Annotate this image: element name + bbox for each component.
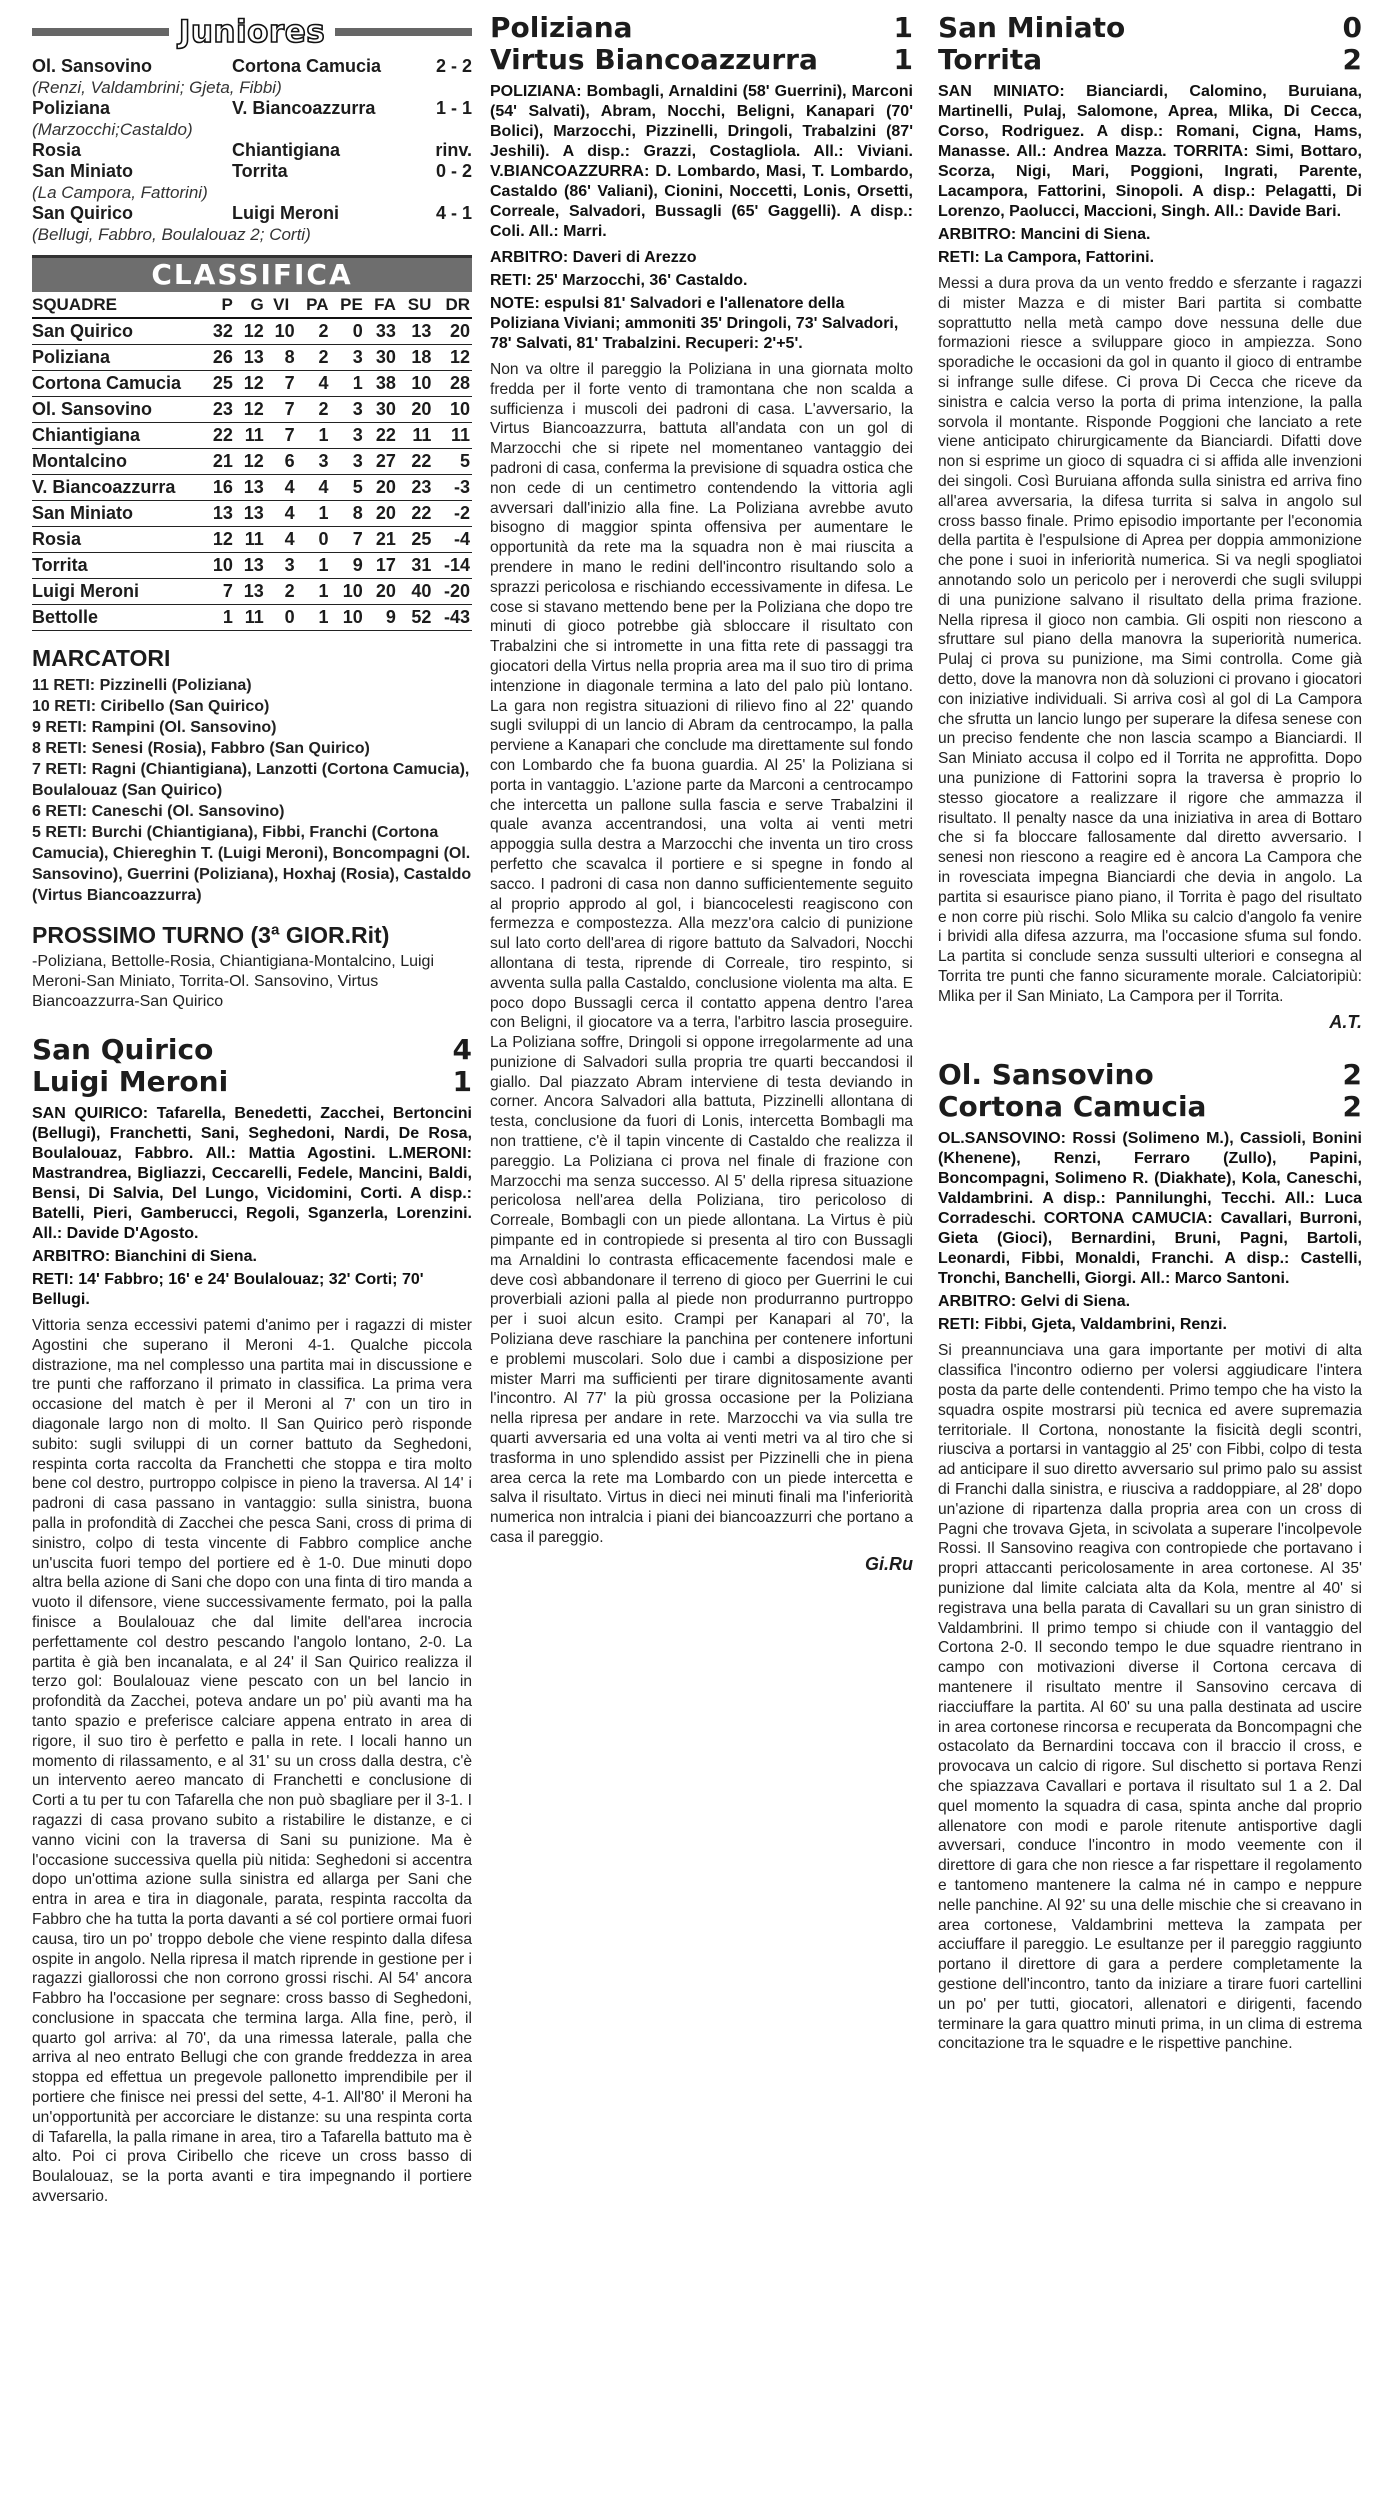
scorer-line: 6 RETI: Caneschi (Ol. Sansovino) [32, 803, 285, 820]
stat-cell: 20 [365, 475, 398, 501]
stat-cell: 11 [398, 423, 434, 449]
stat-cell: 1 [297, 423, 331, 449]
stat-cell: 0 [266, 605, 297, 631]
stat-cell: -43 [433, 605, 472, 631]
match-notes: NOTE: espulsi 81' Salvadori e l'allenatore della Poliziana Viviani; ammoniti 35' Dringoli, 73' Salvadori, 78' Salvati, 81' Trabalzini. Recuperi: 2'+5'. [490, 295, 899, 352]
col-header: SU [398, 292, 434, 318]
team-name: Montalcino [32, 449, 204, 475]
match-ol-sansovino [938, 1059, 1362, 2054]
match-goals: RETI: 25' Marzocchi, 36' Castaldo. [490, 272, 748, 289]
result-row [32, 140, 472, 161]
stat-cell: 20 [365, 579, 398, 605]
stat-cell: 7 [331, 527, 365, 553]
stat-cell: 25 [204, 371, 235, 397]
stat-cell: 9 [365, 605, 398, 631]
stat-cell: -3 [433, 475, 472, 501]
stat-cell: 1 [297, 579, 331, 605]
stat-cell: 40 [398, 579, 434, 605]
stat-cell: 4 [266, 501, 297, 527]
stat-cell: 16 [204, 475, 235, 501]
stat-cell: 12 [235, 318, 266, 345]
stat-cell: 10 [331, 579, 365, 605]
home-team: Ol. Sansovino [32, 56, 153, 76]
stat-cell: 13 [235, 475, 266, 501]
stat-cell: 13 [235, 579, 266, 605]
stat-cell: 12 [235, 449, 266, 475]
scorer-line: 10 RETI: Ciribello (San Quirico) [32, 698, 270, 715]
stat-cell: -14 [433, 553, 472, 579]
result-score: 4 - 1 [435, 203, 472, 223]
match-lineup: POLIZIANA: Bombagli, Arnaldini (58' Guerrini), Marconi (54' Salvati), Abram, Nocchi, Beligni, Kanapari (70' Bolici), Marzocchi, Pizzinelli, Dringoli, Trabalzini (87' Jeshili). A disp.: Grazzi, Costagliola. All.: Viviani. V.BIANCOAZZURRA: D. Lombardo, Masi, T. Lombardo, Castaldo (86' Valiani), Cionini, Noccetti, Lonis, Orsetti, Correale, Salvadori, Bussagli (65' Gaggelli). A disp.: Coli. All.: Marri. [490, 83, 913, 240]
prossimo-title: PROSSIMO TURNO (3ª GIOR.Rit) [32, 922, 390, 948]
away-team: Torrita [938, 43, 1043, 76]
standings-row [32, 501, 472, 527]
marcatori-title: MARCATORI [32, 645, 171, 671]
stat-cell: 7 [266, 371, 297, 397]
match-report: Vittoria senza eccessivi patemi d'animo per i ragazzi di mister Agostini che superano il Meroni 4-1. Qualche piccola distrazione, ma nel complesso una partita mai in discussione e tre punti che rafforzano il primato in classifica. La prima vera occasione del match è per il Meroni al 7' con un tiro in diagonale largo non di molto. Il San Quirico però risponde subito: sugli sviluppi di un corner battuto da Seghedoni, respinta corta raccolta da Franchetti che stoppa e tira molto bene col destro, purtroppo colpisce in pieno la traversa. Al 14' i padroni di casa passano in vantaggio: sulla sinistra, buona palla in profondità di Zacchei che pesca Sani, cross di prima di sinistro, colpo di testa vincente di Fabbro complice anche un'uscita fuori tempo del portiere ed è 1-0. Due minuti dopo altra bella azione di Sani che dopo con una finta di tiro manda a vuoto il difensore, viene successivamente fermato, poi la palla finisce a Boulalouaz che dal limite dell'area incrocia perfettamente col destro pescando l'angolo lontano, 2-0. La partita è già ben incanalata, e al 24' il San Quirico realizza il terzo gol: Boulalouaz viene pescato con un bel lancio in profondità da Zacchei, poteva andare un po' più avanti ma ha tanto spazio e preferisce calciare appena entrato in area di rigore, il suo tiro è perfetto e palla in rete. I locali hanno un momento di rilassamento, e al 31' su un cross dalla destra, c'è un intervento aereo mancato di Franchetti e conclusione di Corti a tu per tu con Tafarella che non può sbagliare per il 3-1. I ragazzi di casa provano subito a ristabilire le distanze, e ci vanno vicini con la traversa di Sani su punizione. Ma è l'occasione successiva quella più nitida: Seghedoni si accentra dopo un'ottima azione sulla sinistra ed allarga per Sani che entra in area e tira in diagonale, parata, respinta raccolta da Fabbro che ha tutta la porta davanti a sé col portiere ormai fuori causa, tiro un po' troppo debole che viene respinto dalla difesa ospite in angolo. Nella ripresa il match riprende in gestione per i ragazzi giallorossi che non corrono grossi rischi. Al 54' ancora Fabbro ha l'occasione per segnare: cross basso di Seghedoni, conclusione in spaccata che termina larga. Alla fine, però, il quarto gol arriva: al 70', da una rimessa laterale, palla che arriva al neo entrato Bellugi che con grande freddezza in area stoppa ed effettua un pregevole pallonetto imprendibile per il portiere che finisce nei pressi del sette, 4-1. All'80' il Meroni ha un'opportunità per accorciare le distanze: su una respinta corta di Tafarella, la palla rimane in area, tiro a Tafarella battuto ma è alto. Poi ci prova Ciribello che riceve un cross basso di Boulalouaz, se la porta avanti e tira impegnando il portiere avversario. [32, 1317, 472, 2206]
col-header: SQUADRE [32, 292, 204, 318]
stat-cell: 2 [266, 579, 297, 605]
standings-row [32, 318, 472, 345]
author-signature: Gi.Ru [865, 1553, 913, 1574]
team-name: Rosia [32, 527, 204, 553]
match-header [490, 12, 913, 44]
stat-cell: 13 [235, 553, 266, 579]
stat-cell: 25 [398, 527, 434, 553]
standings-row [32, 527, 472, 553]
result-scorers: (La Campora, Fattorini) [32, 183, 208, 202]
standings-header-row [32, 292, 472, 318]
match-referee: ARBITRO: Mancini di Siena. [938, 226, 1151, 243]
stat-cell: 3 [331, 423, 365, 449]
result-row [32, 98, 472, 119]
away-score: 1 [893, 43, 913, 76]
team-name: Torrita [32, 553, 204, 579]
match-report: Messi a dura prova da un vento freddo e sferzante i ragazzi di mister Mazza e di mister Bari partita si combatte soprattutto nella metà campo dove nessuna delle due formazioni riesce a sviluppare gioco in ampiezza. Sono sporadiche le occasioni da gol in quanto il gioco di entrambe si infrange sulle difese. Ci prova Di Cecca che riceve da sinistra e calcia verso la porta di prima intenzione, la palla sorvola il montante. Risponde Poggioni che lanciato a rete viene anticipato chirurgicamente da Bianciardi. Difatti dove non si esprime un gioco di squadra ci si affida alle invenzioni dei singoli. Così Buruiana affonda sulla sinistra ed arriva fino all'area avversaria, la difesa turrita si salva in angolo sul cross basso finale. Primo episodio importante per l'economia della partita è l'espulsione di Aprea per doppia ammonizione che pone i suoi in inferiorità numerica. Si va negli spogliatoi annotando solo un pericolo per i neroverdi che sugli sviluppi di una punizione salvano il risultato della prima frazione. Nella ripresa il gioco non cambia. Gli ospiti non riescono a sfruttare sul piano della manovra la superiorità numerica. Pulaj ci prova su punizione, ma Simi controlla. Come già detto, dove la manovra non dà soluzioni ci provano i giocatori con iniziative individuali. Si arriva così al gol di La Campora che sfrutta un lancio lungo per superare la difesa senese con un preciso fendente che non lascia scampo a Bianciardi. Il San Miniato accusa il colpo ed il Torrita ne approfitta. Dopo una punizione di Fattorini sopra la traversa è proprio lo stesso giocatore a realizzare il rigore che ammazza il risultato. Il penalty nasce da una iniziativa in area di Bottaro che si fa bloccare fallosamente dal diretto avversario. I senesi non riescono a reagire ed è ancora La Campora che in rovesciata impegna Bianciardi che devia in angolo. La partita si esaurisce piano piano, il Torrita è pago del risultato e non corre più rischi. Solo Mlika su calcio d'angolo fa venire i brividi alla difesa azzurra, ma l'occasione sfuma sul fondo. La partita si conclude senza sussulti ulteriori e consegna al Torrita tre punti che fanno sicuramente morale. Calciatoripiù: Mlika per il San Miniato, La Campora per il Torrita. [938, 275, 1362, 1005]
prossimo-body: -Poliziana, Bettolle-Rosia, Chiantigiana-Montalcino, Luigi Meroni-San Miniato, Torrita-Ol. Sansovino, Virtus Biancoazzurra-San Quirico [32, 953, 434, 1010]
section-title: Juniores [178, 14, 326, 50]
stat-cell: 12 [235, 397, 266, 423]
stat-cell: 28 [433, 371, 472, 397]
away-team: Cortona Camucia [938, 1090, 1207, 1124]
stat-cell: 17 [365, 553, 398, 579]
stat-cell: 12 [235, 371, 266, 397]
team-name: San Miniato [32, 501, 204, 527]
stat-cell: 4 [266, 527, 297, 553]
juniores-header [32, 14, 472, 50]
team-name: Ol. Sansovino [32, 397, 204, 423]
stat-cell: 27 [365, 449, 398, 475]
standings-row [32, 397, 472, 423]
home-score: 0 [1342, 11, 1362, 44]
match-report: Si preannunciava una gara importante per motivi di alta classifica l'incontro odierno per volersi aggiudicare l'intera posta da parte delle contendenti. Primo tempo che ha visto la squadra ospite mostrarsi più tecnica ed avere supremazia territoriale. Il Cortona, nonostante la fisicità degli scontri, riusciva a portarsi in vantaggio al 25' con Fibbi, colpo di testa ad anticipare il suo diretto avversario sul primo palo su assist di Franchi dalla sinistra, e riusciva a raddoppiare, al 28' dopo un'azione di ripartenza dalla propria area con un cross di Pagni che trovava Gjeta, in scivolata a superare l'incolpevole Rossi. Il Sansovino reagiva con contropiede che portavano i propri attaccanti pericolosamente in area cortonese. Al 35' punizione dal limite calciata alta da Kola, mentre al 40' si registrava una bella parata di Cavallari su un gran sinistro di Valdambrini. Il primo tempo si chiude con il vantaggio del Cortona 2-0. Il secondo tempo le due squadre rientrano in campo con motivazioni diverse il Cortona cercava di mantenere il risultato mentre il Sansovino cercava di riacciuffare la partita. Al 60' su una palla destinata ad uscire in area cortonese rincorsa e recuperata da Boncompagni che ostacolato da Bernardini toccava con il braccio il cross, e provocava un calcio di rigore. Sul dischetto si portava Renzi che spiazzava Cavallari e portava il risultato sul 1 a 2. Dal quel momento la squadra di casa, spinta anche dal proprio allenatore con modi e parole ritenute antisportive dagli avversari, conduce l'incontro in modo veemente con il direttore di gara che non riesce a far rispettare il regolamento e tantomeno mantenere la calma né in campo e neppure nelle panchine. Al 92' su una delle mischie che si creavano in area cortonese, Valdambrini metteva la zampata per acciuffare il pareggio. Le esultanze per il pareggio raggiunto portano il direttore di gara a perdere completamente la gestione dell'incontro, tanto da iniziare a tirare fuori cartellini un po' per tutti, giocatori, allenatori e dirigenti, facendo terminare la gara quattro minuti prima, in un clima di estrema concitazione tra le squadre e le rispettive panchine. [938, 1342, 1362, 2053]
stat-cell: 33 [365, 318, 398, 345]
match-header [938, 1059, 1362, 1091]
match-header [938, 1091, 1362, 1123]
stat-cell: -4 [433, 527, 472, 553]
stat-cell: 2 [297, 318, 331, 345]
col-header: VI [266, 292, 297, 318]
stat-cell: 1 [297, 605, 331, 631]
scorer-line: 7 RETI: Ragni (Chiantigiana), Lanzotti (Cortona Camucia), Boulalouaz (San Quirico) [32, 761, 470, 799]
match-poliziana [490, 12, 913, 1575]
stat-cell: 26 [204, 345, 235, 371]
home-score: 2 [1342, 1058, 1362, 1092]
match-header [32, 1034, 472, 1066]
away-team: Virtus Biancoazzurra [490, 43, 818, 76]
match-lineup: OL.SANSOVINO: Rossi (Solimeno M.), Cassioli, Bonini (Khenene), Renzi, Ferraro (Zullo), Papini, Boncompagni, Solimeno R. (Diakhate), Kola, Caneschi, Valdambrini. A disp.: Pannilunghi, Tecchi. All.: Luca Corradeschi. CORTONA CAMUCIA: Cavallari, Burroni, Gieta (Gioci), Bernardini, Bruni, Pagni, Bartoli, Leonardi, Fibbi, Monaldi, Franchi. A disp.: Castelli, Tronchi, Banchelli, Giorgi. All.: Marco Santoni. [938, 1130, 1362, 1288]
stat-cell: 1 [331, 371, 365, 397]
stat-cell: 11 [433, 423, 472, 449]
away-score: 2 [1342, 1090, 1362, 1124]
stat-cell: 31 [398, 553, 434, 579]
results-table [32, 56, 472, 245]
stat-cell: 4 [266, 475, 297, 501]
stat-cell: 11 [235, 527, 266, 553]
stat-cell: 3 [266, 553, 297, 579]
stat-cell: 10 [331, 605, 365, 631]
stat-cell: 23 [204, 397, 235, 423]
marcatori-list [32, 675, 472, 906]
match-referee: ARBITRO: Bianchini di Siena. [32, 1248, 257, 1265]
stat-cell: 30 [365, 397, 398, 423]
match-report: Non va oltre il pareggio la Poliziana in una giornata molto fredda per il forte vento di tramontana che non scalda a sufficienza i muscoli dei padroni di casa. L'avversario, la Virtus Biancoazzurra, battuta all'andata con un gol di Marzocchi che si ripete nel momentaneo vantaggio dei padroni di casa, conferma la previsione di squadra ostica che non cede di un centimetro contendendo la vittoria agli avversari dall'inizio alla fine. La Poliziana avrebbe avuto bisogno di maggior spinta offensiva per aumentare le opportunità da rete ma la squadra non è mai riuscita a prendere in mano le redini dell'incontro risultando solo a sprazzi pericolosa e rischiando eccessivamente in difesa. Le cose si stavano mettendo bene per la Poliziana che dopo tre minuti di gioco potrebbe già sbloccare il risultato con Trabalzini che si intromette in una fitta rete di passaggi tra giocatori della Virtus nella propria area ma il suo tiro di prima intenzione in diagonale termina a lato del palo più lontano. La gara non registra situazioni di rilievo fino al 22' quando sugli sviluppi di un lancio di Abram da centrocampo, la palla perviene a Kanapari che conclude ma direttamente sul fondo con Lombardo che fa buona guardia. Al 25' la Poliziana si porta in vantaggio. L'azione parte da Marconi a centrocampo che intercetta un pallone sulla fascia e serve Trabalzini il quale avanza accentrandosi, una volta ai venti metri appoggia sulla destra a Marzocchi che inventa un tiro cross perfetto che scavalca il portiere e si spegne in fondo al sacco. I padroni di casa non danno sufficientemente seguito al proprio approdo al gol, i biancocelesti reagiscono con fermezza e compostezza. Alla mezz'ora calcio di punizione sul lato corto dell'area di rigore battuto da Salvadori, Nocchi allontana di testa, riprende di Correale, tiro respinto, si avventa sulla palla Castaldo, conclusione violenta ma alta. E poco dopo Bussagli cerca il contatto appena dentro l'area con Beligni, il giocatore va a terra, l'arbitro lascia proseguire. La Poliziana soffre, Dringoli si oppone irregolarmente ad una punizione di Salvadori sulla propria tre quarti beccandosi il giallo. Dal piazzato Abram interviene di testa deviando in corner. Ancora Salvadori alla battuta, Pizzinelli allontana di testa, conclusione da fuori di Lonis, intercetta Bombagli ma non trattiene, c'è il tapin vincente di Castaldo che realizza il pareggio. La Poliziana ci prova nel finale di frazione con Marzocchi ma senza successo. Al 5' della ripresa situazione pericolosa nell'area della Poliziana, tiro pericoloso di Correale, Bombagli con un piede allontana. La Virtus è più pimpante ed in contropiede si presenta al tiro con Bussagli ma Arnaldini lo contrasta efficacemente facendosi male e deve così abbandonare il terreno di gioco per Guerrini le cui proverbiali azioni palla al piede non produrranno purtroppo per i suoi alcun esito. Crampi per Kanapari al 70', la Poliziana deve raschiare la panchina per contenere infortuni e problemi muscolari. Solo due i cambi a disposizione per mister Marri ma sufficienti per tirare dignitosamente avanti l'incontro. Al 77' la più grossa occasione per la Poliziana nella ripresa per andare in rete. Marzocchi va via sulla tre quarti avversaria ed una volta ai venti metri va al tiro che si trasforma in uno splendido assist per Pizzinelli che in piena area cerca la rete ma Lombardo con un piede intercetta e salva il risultato. Virtus in dieci nei minuti finali ma l'inferiorità numerica non intralcia i piani dei biancoazzurri che portano a casa il pareggio. [490, 361, 914, 1547]
stat-cell: 21 [204, 449, 235, 475]
stat-cell: -20 [433, 579, 472, 605]
stat-cell: 9 [331, 553, 365, 579]
match-referee: ARBITRO: Gelvi di Siena. [938, 1293, 1131, 1311]
stat-cell: 23 [398, 475, 434, 501]
col-header: P [204, 292, 235, 318]
col-header: DR [433, 292, 472, 318]
scorer-line: 5 RETI: Burchi (Chiantigiana), Fibbi, Franchi (Cortona Camucia), Chiereghin T. (Luigi Meroni), Boncompagni (Ol. Sansovino), Guerrini (Poliziana), Hoxhaj (Rosia), Castaldo (Virtus Biancoazzurra) [32, 824, 472, 904]
stat-cell: 22 [398, 501, 434, 527]
stat-cell: 22 [398, 449, 434, 475]
result-row [32, 56, 472, 77]
away-team: Cortona Camucia [232, 56, 382, 76]
stat-cell: -2 [433, 501, 472, 527]
left-column [32, 0, 472, 2207]
stat-cell: 3 [331, 449, 365, 475]
stat-cell: 22 [365, 423, 398, 449]
team-name: Luigi Meroni [32, 579, 204, 605]
stat-cell: 13 [235, 501, 266, 527]
home-team: Poliziana [490, 11, 633, 44]
stat-cell: 12 [204, 527, 235, 553]
standings-row [32, 553, 472, 579]
result-score: 0 - 2 [435, 161, 472, 181]
home-team: San Quirico [32, 203, 134, 223]
stat-cell: 11 [235, 423, 266, 449]
scorer-line: 11 RETI: Pizzinelli (Poliziana) [32, 677, 252, 694]
stat-cell: 5 [331, 475, 365, 501]
away-score: 2 [1342, 43, 1362, 76]
match-header [938, 44, 1362, 76]
stat-cell: 4 [297, 371, 331, 397]
stat-cell: 7 [266, 423, 297, 449]
stat-cell: 21 [365, 527, 398, 553]
away-score: 1 [452, 1065, 472, 1098]
match-goals: RETI: Fibbi, Gjeta, Valdambrini, Renzi. [938, 1316, 1227, 1334]
team-name: San Quirico [32, 318, 204, 345]
stat-cell: 10 [433, 397, 472, 423]
team-name: Cortona Camucia [32, 371, 204, 397]
stat-cell: 38 [365, 371, 398, 397]
away-team: Chiantigiana [232, 140, 341, 160]
stat-cell: 20 [433, 318, 472, 345]
stat-cell: 18 [398, 345, 434, 371]
result-row [32, 161, 472, 182]
stat-cell: 13 [235, 345, 266, 371]
stat-cell: 13 [398, 318, 434, 345]
stat-cell: 10 [266, 318, 297, 345]
stat-cell: 11 [235, 605, 266, 631]
stat-cell: 3 [297, 449, 331, 475]
scorer-line: 9 RETI: Rampini (Ol. Sansovino) [32, 719, 277, 736]
match-header [32, 1066, 472, 1098]
stat-cell: 1 [204, 605, 235, 631]
standings-row [32, 579, 472, 605]
author-signature: A.T. [1329, 1012, 1362, 1033]
team-name: Poliziana [32, 345, 204, 371]
stat-cell: 22 [204, 423, 235, 449]
stat-cell: 2 [297, 397, 331, 423]
team-name: V. Biancoazzurra [32, 475, 204, 501]
home-team: San Miniato [938, 11, 1126, 44]
stat-cell: 10 [204, 553, 235, 579]
stat-cell: 8 [331, 501, 365, 527]
stat-cell: 4 [297, 475, 331, 501]
team-name: Chiantigiana [32, 423, 204, 449]
stat-cell: 3 [331, 345, 365, 371]
match-header [490, 44, 913, 76]
standings-table [32, 292, 472, 631]
stat-cell: 20 [398, 397, 434, 423]
stat-cell: 0 [297, 527, 331, 553]
scorer-line: 8 RETI: Senesi (Rosia), Fabbro (San Quirico) [32, 740, 370, 757]
stat-cell: 1 [297, 501, 331, 527]
match-san-miniato [938, 12, 1362, 1033]
match-referee: ARBITRO: Daveri di Arezzo [490, 249, 697, 266]
match-goals: RETI: 14' Fabbro; 16' e 24' Boulalouaz; 32' Corti; 70' Bellugi. [32, 1271, 424, 1308]
home-team: Rosia [32, 140, 82, 160]
result-score: 2 - 2 [435, 56, 472, 76]
result-scorers: (Renzi, Valdambrini; Gjeta, Fibbi) [32, 78, 282, 97]
header-bar-left [32, 28, 169, 36]
result-row [32, 203, 472, 224]
home-team: Poliziana [32, 98, 111, 118]
stat-cell: 32 [204, 318, 235, 345]
header-bar-right [335, 28, 472, 36]
stat-cell: 30 [365, 345, 398, 371]
away-team: Torrita [232, 161, 288, 181]
stat-cell: 12 [433, 345, 472, 371]
result-scorers: (Bellugi, Fabbro, Boulalouaz 2; Corti) [32, 225, 311, 244]
stat-cell: 20 [365, 501, 398, 527]
match-san-quirico [32, 1034, 472, 2207]
away-team: Luigi Meroni [232, 203, 339, 223]
stat-cell: 1 [297, 553, 331, 579]
stat-cell: 7 [204, 579, 235, 605]
match-lineup: SAN QUIRICO: Tafarella, Benedetti, Zacchei, Bertoncini (Bellugi), Franchetti, Sani, Seghedoni, Nardi, De Rosa, Boulalouaz, Fabbro. All.: Mattia Agostini. L.MERONI: Mastrandrea, Bigliazzi, Ceccarelli, Fedele, Mancini, Baldi, Bensi, Di Salvia, Del Lungo, Vicidomini, Corti. A disp.: Batelli, Pieri, Gamberucci, Regoli, Sganzerla, Lorenzini. All.: Davide D'Agosto. [32, 1105, 472, 1242]
result-score: rinv. [435, 140, 472, 160]
classifica-title: CLASSIFICA [32, 255, 472, 292]
standings-row [32, 371, 472, 397]
stat-cell: 5 [433, 449, 472, 475]
away-team: Luigi Meroni [32, 1065, 229, 1098]
home-team: San Miniato [32, 161, 134, 181]
standings-row [32, 423, 472, 449]
stat-cell: 3 [331, 397, 365, 423]
standings-row [32, 475, 472, 501]
match-lineup: SAN MINIATO: Bianciardi, Calomino, Buruiana, Martinelli, Pulaj, Salomone, Aprea, Mlika, Di Cecca, Corso, Rodriguez. A disp.: Romani, Cigna, Hams, Manasse. All.: Andrea Mazza. TORRITA: Simi, Bottaro, Scorza, Nigi, Mari, Poggioni, Ingrati, Parente, Lacampora, Fattorini, Sinopoli. A disp.: Pelagatti, Di Lorenzo, Paolucci, Maccioni, Singh. All.: Davide Bari. [938, 83, 1362, 220]
col-header: G [235, 292, 266, 318]
standings-body [32, 318, 472, 631]
home-team: Ol. Sansovino [938, 1058, 1154, 1092]
standings-row [32, 345, 472, 371]
stat-cell: 0 [331, 318, 365, 345]
stat-cell: 13 [204, 501, 235, 527]
stat-cell: 2 [297, 345, 331, 371]
stat-cell: 10 [398, 371, 434, 397]
stat-cell: 6 [266, 449, 297, 475]
match-goals: RETI: La Campora, Fattorini. [938, 249, 1155, 266]
away-team: V. Biancoazzurra [232, 98, 376, 118]
standings-row [32, 605, 472, 631]
home-score: 1 [893, 11, 913, 44]
col-header: PE [331, 292, 365, 318]
result-score: 1 - 1 [435, 98, 472, 118]
right-column [938, 0, 1362, 2054]
stat-cell: 8 [266, 345, 297, 371]
stat-cell: 7 [266, 397, 297, 423]
center-column [490, 0, 913, 1575]
home-score: 4 [452, 1033, 472, 1066]
col-header: FA [365, 292, 398, 318]
stat-cell: 52 [398, 605, 434, 631]
home-team: San Quirico [32, 1033, 214, 1066]
standings-row [32, 449, 472, 475]
match-header [938, 12, 1362, 44]
col-header: PA [297, 292, 331, 318]
result-scorers: (Marzocchi;Castaldo) [32, 120, 193, 139]
team-name: Bettolle [32, 605, 204, 631]
